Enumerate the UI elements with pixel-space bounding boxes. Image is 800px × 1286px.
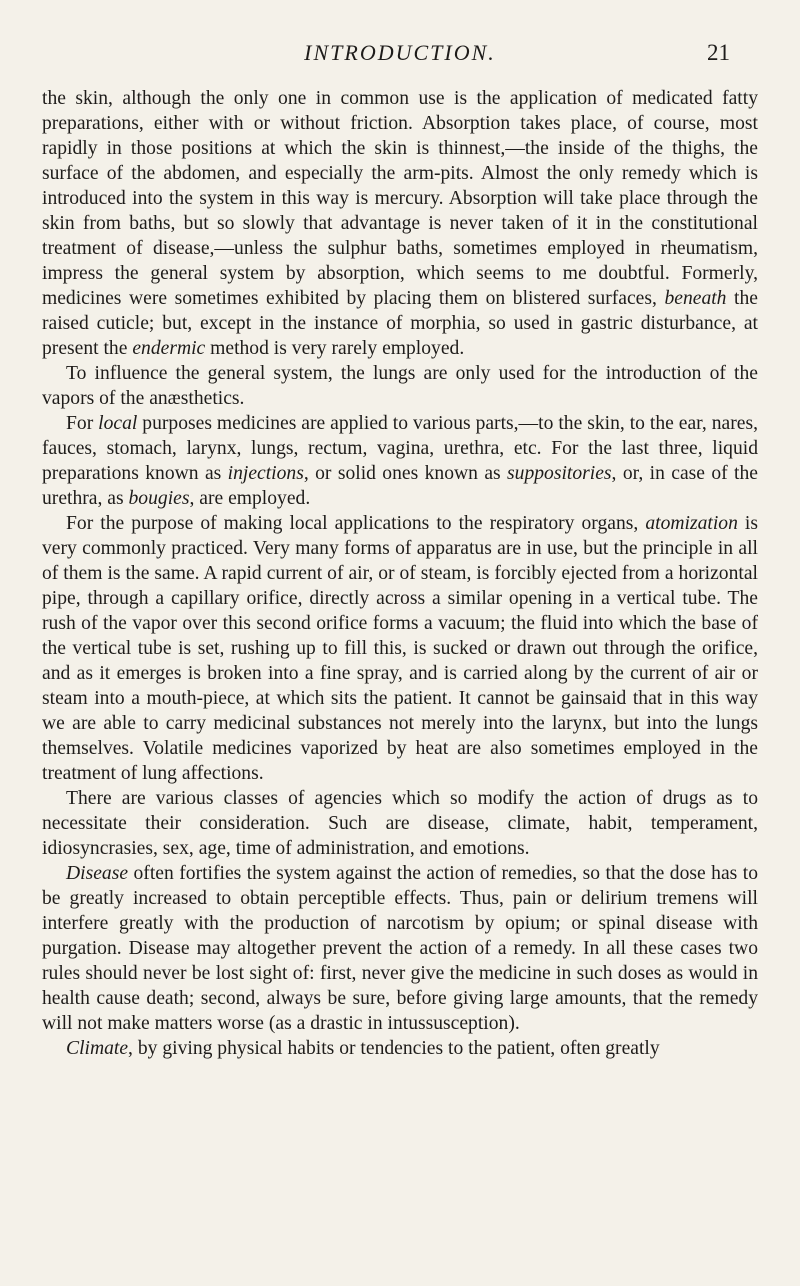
paragraph-text: the skin, although the only one in common use is the application of medicated fatty preparations, either with or without friction. Absorption takes place, of course, most rapidly in those positions at which the skin is thinnest,—the inside of the thighs, the surface of the abdomen, and especially the arm-pits. Almost the only remedy which is introduced into the system in this way is mercury. Absorption will take place through the skin from baths, but so slowly that advantage is never taken of it in the constitutional treatment of disease,—unless the sulphur baths, sometimes employed in rheumatism, impress the general system by absorption, which seems to me doubtful. Formerly, medicines were sometimes exhibited by placing them on blistered surfaces, bbox=[42, 88, 758, 309]
italic-term: injections bbox=[227, 463, 304, 484]
paragraph bbox=[42, 361, 758, 411]
italic-term: atomization bbox=[645, 513, 738, 534]
paragraph-text: , or, in case of the urethra, as bbox=[42, 463, 758, 509]
italic-term: beneath bbox=[664, 288, 727, 309]
paragraph-text: often fortifies the system against the action of remedies, so that the dose has to be greatly increased to obtain perceptible effects. Thus, pain or delirium tremens will interfere greatly with the production of narcotism by opium; or spinal disease with purgation. Disease may altogether prevent the action of a remedy. In all these cases two rules should never be lost sight of: first, never give the medicine in such doses as would in health cause death; second, always be sure, before giving large amounts, that the remedy will not make matters worse (as a drastic in intussusception). bbox=[42, 863, 758, 1034]
page-number: 21 bbox=[707, 40, 730, 65]
italic-term: bougies bbox=[128, 488, 190, 509]
paragraph bbox=[42, 786, 758, 861]
paragraph bbox=[42, 86, 758, 361]
italic-term: local bbox=[98, 413, 138, 434]
paragraph bbox=[42, 411, 758, 511]
paragraph-text: , or solid ones known as bbox=[303, 463, 508, 484]
paragraph-text: To influence the general system, the lungs are only used for the introduction of the vapors of the anæsthetics. bbox=[42, 363, 758, 409]
paragraph-text: purposes medicines are applied to various parts,—to the skin, to the ear, nares, fauces, stomach, larynx, lungs, rectum, vagina, urethra, etc. For the last three, liquid preparations known as bbox=[42, 413, 758, 484]
paragraph-text: There are various classes of agencies which so modify the action of drugs as to necessitate their consideration. Such are disease, climate, habit, temperament, idiosyncrasies, sex, age, time of administration, and emotions. bbox=[42, 788, 758, 859]
paragraph-text: , by giving physical habits or tendencies to the patient, often greatly bbox=[128, 1038, 660, 1059]
paragraph bbox=[42, 1036, 758, 1061]
italic-term: endermic bbox=[132, 338, 206, 359]
italic-term: Climate bbox=[66, 1038, 129, 1059]
paragraph bbox=[42, 511, 758, 786]
italic-term: Disease bbox=[66, 863, 129, 884]
paragraph-text: method is very rarely employed. bbox=[205, 338, 465, 359]
paragraph-text: is very commonly practiced. Very many forms of apparatus are in use, but the principle in all of them is the same. A rapid current of air, or of steam, is forcibly ejected from a horizontal pipe, through a capillary orifice, directly across a similar opening in a vertical tube. The rush of the vapor over this second orifice forms a vacuum; the fluid into which the base of the vertical tube is set, rushing up to fill this, is sucked or drawn out through the orifice, and as it emerges is broken into a fine spray, and is carried along by the current of air or steam into a mouth-piece, at which sits the patient. It cannot be gainsaid that in this way we are able to carry medicinal substances not merely into the larynx, but into the lungs themselves. Volatile medicines vaporized by heat are also sometimes employed in the treatment of lung affections. bbox=[42, 513, 758, 784]
running-title: INTRODUCTION. bbox=[304, 40, 496, 65]
paragraph-text: , are employed. bbox=[189, 488, 311, 509]
italic-term: suppositories bbox=[507, 463, 612, 484]
paragraph bbox=[42, 861, 758, 1036]
page-header bbox=[0, 40, 800, 80]
paragraph-text: the raised cuticle; but, except in the instance of morphia, so used in gastric disturbance, at present the bbox=[42, 288, 758, 359]
paragraph-text: For the purpose of making local applications to the respiratory organs, bbox=[66, 513, 646, 534]
paragraph-text: For bbox=[66, 413, 99, 434]
body-text bbox=[42, 86, 758, 1061]
